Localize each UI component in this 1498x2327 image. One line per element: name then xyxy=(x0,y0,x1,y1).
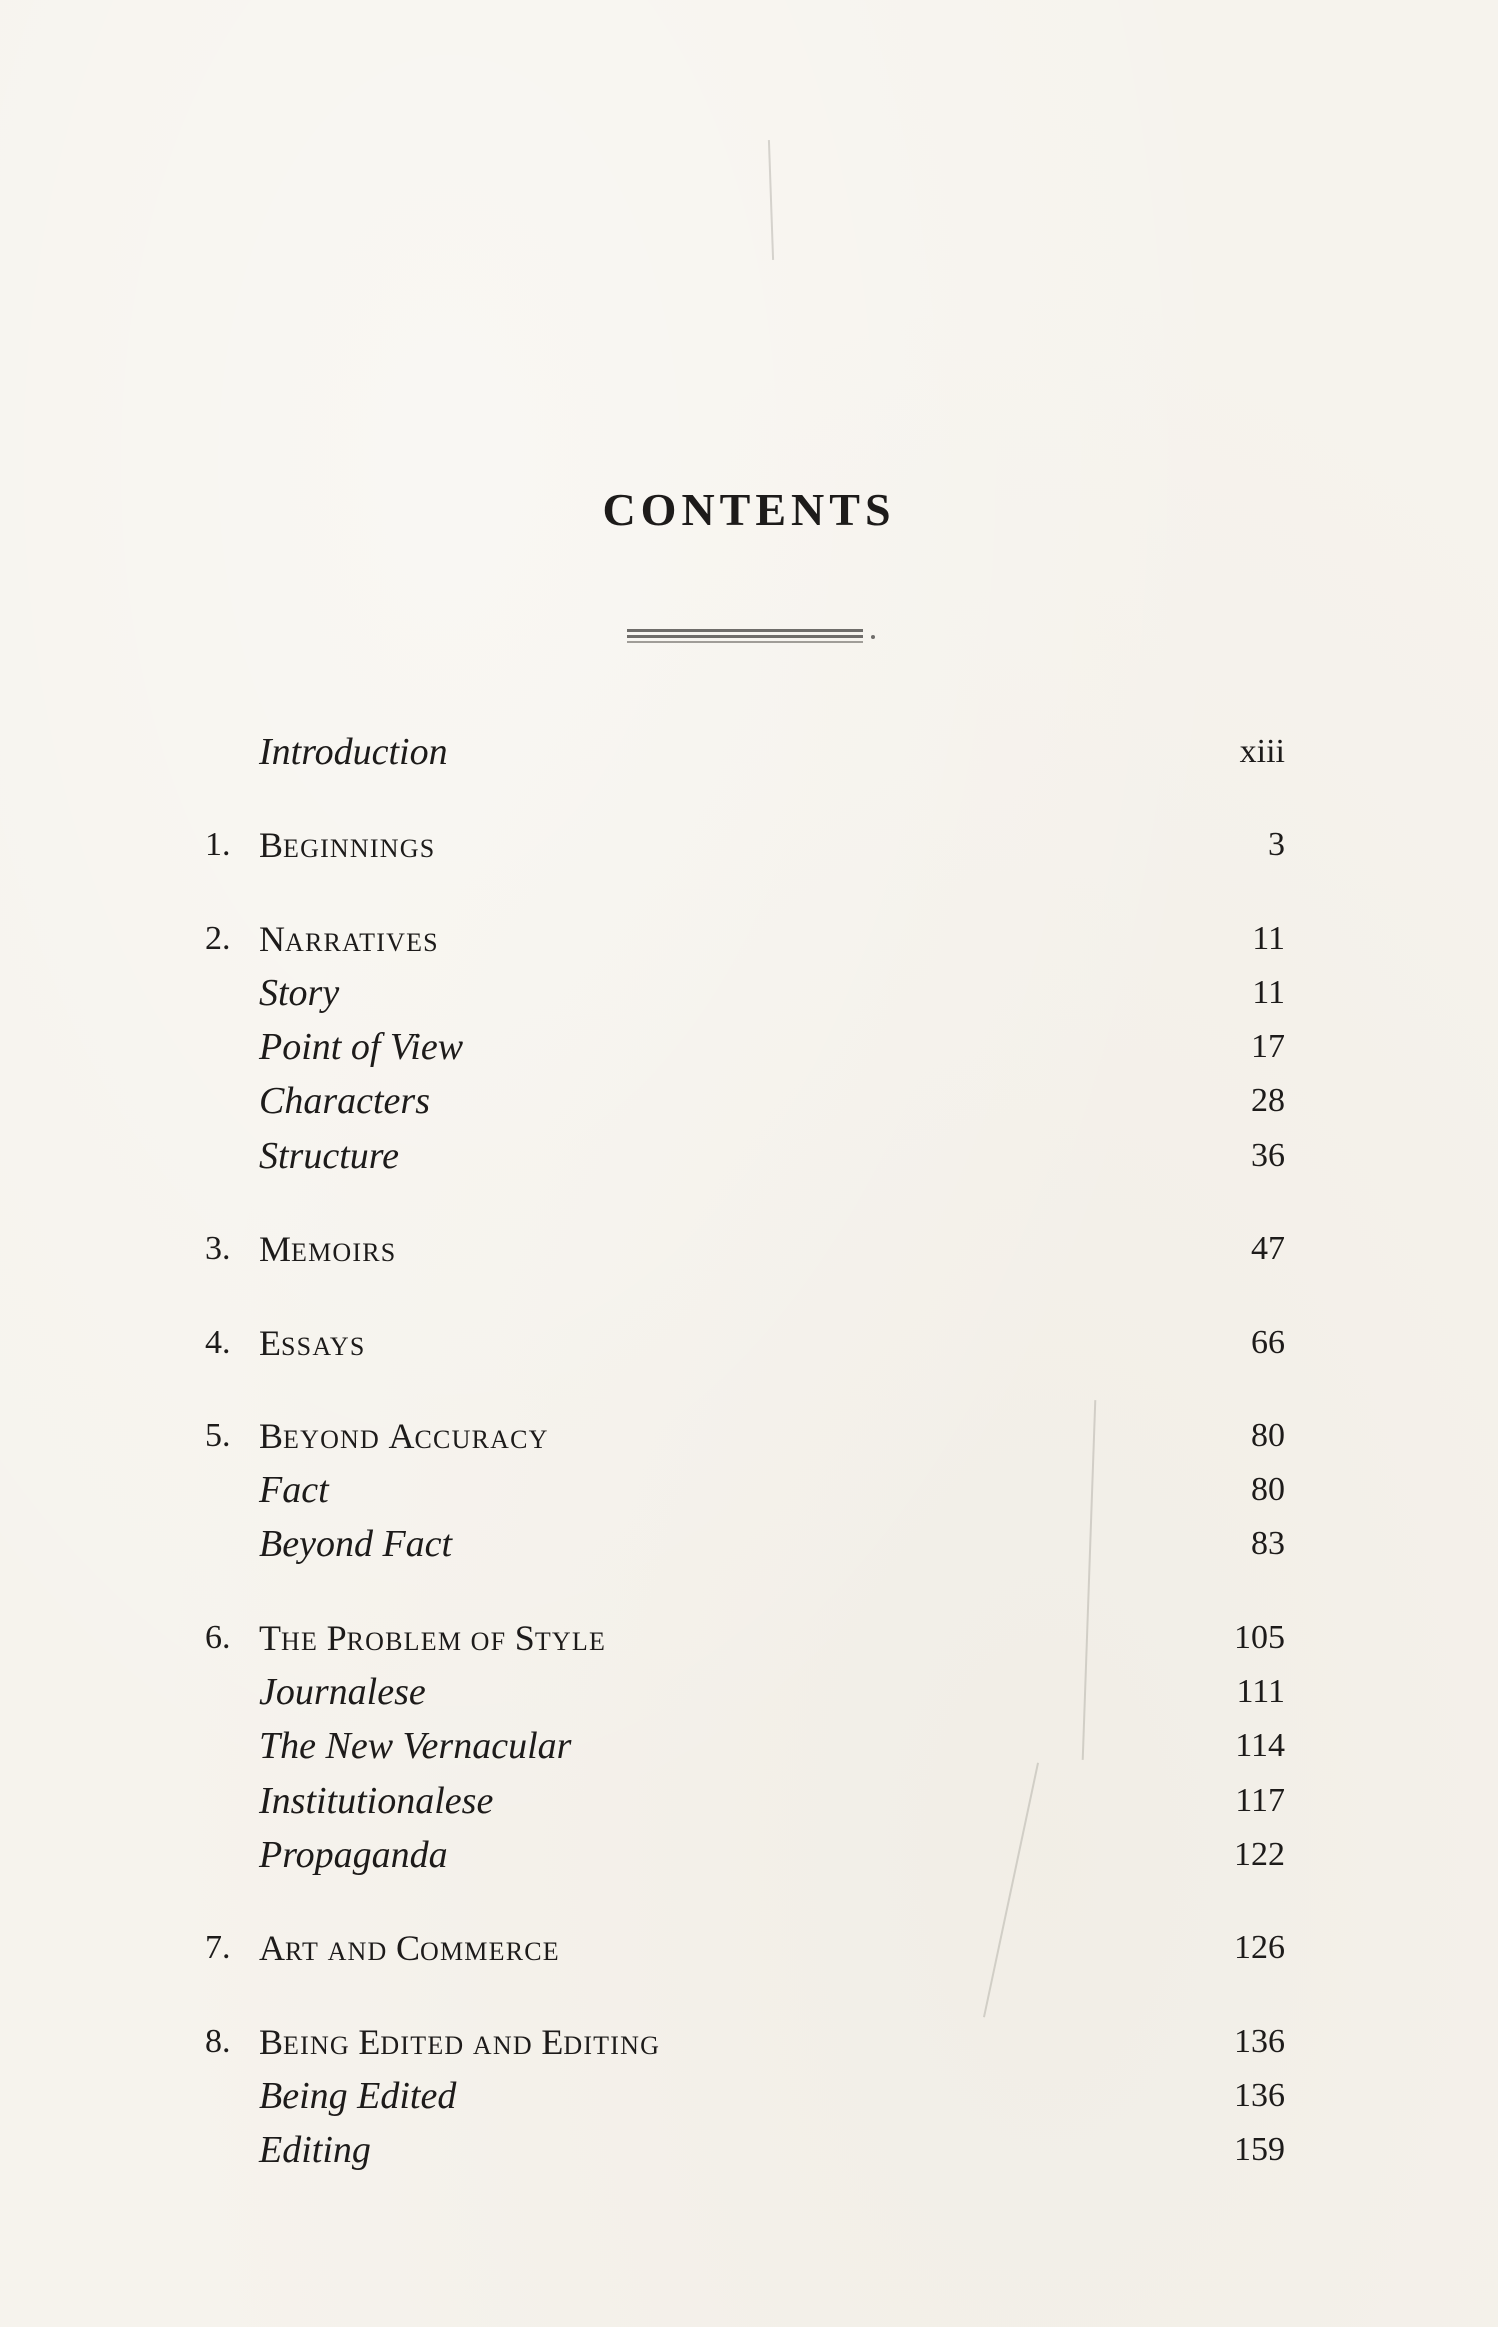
chapter-title: MEMOIRS xyxy=(259,1229,397,1269)
section-title: Point of View xyxy=(259,1026,464,1068)
page-number: 11 xyxy=(1252,974,1285,1011)
chapter-number: 7. xyxy=(205,1929,231,1966)
toc-subentry-row[interactable] xyxy=(205,1666,1285,1718)
chapter-title: BEING EDITED AND EDITING xyxy=(259,2022,661,2062)
page-number: 136 xyxy=(1234,2023,1285,2060)
toc-subentry-row[interactable] xyxy=(205,1720,1285,1772)
chapter-number: 5. xyxy=(205,1417,231,1454)
chapter-number: 1. xyxy=(205,826,231,863)
toc-chapter-row[interactable] xyxy=(205,1410,1285,1462)
toc-chapter-row[interactable] xyxy=(205,819,1285,871)
toc-subentry-row[interactable] xyxy=(205,1464,1285,1516)
page-number: 114 xyxy=(1235,1727,1285,1764)
section-title: The New Vernacular xyxy=(259,1725,572,1767)
page-number: 117 xyxy=(1235,1782,1285,1819)
toc-subentry-row[interactable] xyxy=(205,1021,1285,1073)
chapter-title: THE PROBLEM OF STYLE xyxy=(259,1618,607,1658)
chapter-number: 2. xyxy=(205,920,231,957)
page-number: 80 xyxy=(1251,1417,1285,1454)
page-number: 136 xyxy=(1234,2077,1285,2114)
chapter-number: 4. xyxy=(205,1324,231,1361)
toc-subentry-row[interactable] xyxy=(205,1518,1285,1570)
toc-subentry-row[interactable] xyxy=(205,2124,1285,2176)
toc-subentry-row[interactable] xyxy=(205,2070,1285,2122)
page-number: 126 xyxy=(1234,1929,1285,1966)
toc-subentry-row[interactable] xyxy=(205,1075,1285,1127)
section-title: Journalese xyxy=(259,1671,426,1713)
chapter-number: 6. xyxy=(205,1619,231,1656)
page-number: 11 xyxy=(1252,920,1285,957)
page-number: 122 xyxy=(1234,1836,1285,1873)
page-number: xiii xyxy=(1239,733,1285,770)
page-number: 36 xyxy=(1251,1137,1285,1174)
toc-chapter-row[interactable] xyxy=(205,2016,1285,2068)
page-number: 17 xyxy=(1251,1028,1285,1065)
section-title: Editing xyxy=(259,2129,371,2171)
toc-subentry-row[interactable] xyxy=(205,726,1285,778)
section-title: Story xyxy=(259,972,340,1014)
section-title: Propaganda xyxy=(259,1834,448,1876)
page-number: 28 xyxy=(1251,1082,1285,1119)
chapter-title: ESSAYS xyxy=(259,1323,366,1363)
section-title: Fact xyxy=(259,1469,329,1511)
page-number: 111 xyxy=(1236,1673,1285,1710)
page-number: 80 xyxy=(1251,1471,1285,1508)
section-title: Structure xyxy=(259,1135,400,1177)
page-number: 66 xyxy=(1251,1324,1285,1361)
section-title: Institutionalese xyxy=(259,1780,494,1822)
chapter-number: 3. xyxy=(205,1230,231,1267)
toc-chapter-row[interactable] xyxy=(205,1922,1285,1974)
chapter-title: BEYOND ACCURACY xyxy=(259,1416,549,1456)
toc-chapter-row[interactable] xyxy=(205,1223,1285,1275)
toc-subentry-row[interactable] xyxy=(205,1130,1285,1182)
section-title: Introduction xyxy=(259,731,448,773)
table-of-contents xyxy=(205,0,1285,2327)
section-title: Beyond Fact xyxy=(259,1523,453,1565)
toc-subentry-row[interactable] xyxy=(205,1829,1285,1881)
page-number: 47 xyxy=(1251,1230,1285,1267)
chapter-title: BEGINNINGS xyxy=(259,825,436,865)
section-title: Being Edited xyxy=(259,2075,457,2117)
chapter-number: 8. xyxy=(205,2023,231,2060)
page-number: 83 xyxy=(1251,1525,1285,1562)
page-number: 105 xyxy=(1234,1619,1285,1656)
toc-subentry-row[interactable] xyxy=(205,967,1285,1019)
chapter-title: ART AND COMMERCE xyxy=(259,1928,560,1968)
section-title: Characters xyxy=(259,1080,430,1122)
page-number: 3 xyxy=(1268,826,1285,863)
page-number: 159 xyxy=(1234,2131,1285,2168)
toc-subentry-row[interactable] xyxy=(205,1775,1285,1827)
toc-chapter-row[interactable] xyxy=(205,913,1285,965)
toc-chapter-row[interactable] xyxy=(205,1317,1285,1369)
page-title: CONTENTS xyxy=(602,484,896,535)
chapter-title: NARRATIVES xyxy=(259,919,439,959)
toc-chapter-row[interactable] xyxy=(205,1612,1285,1664)
